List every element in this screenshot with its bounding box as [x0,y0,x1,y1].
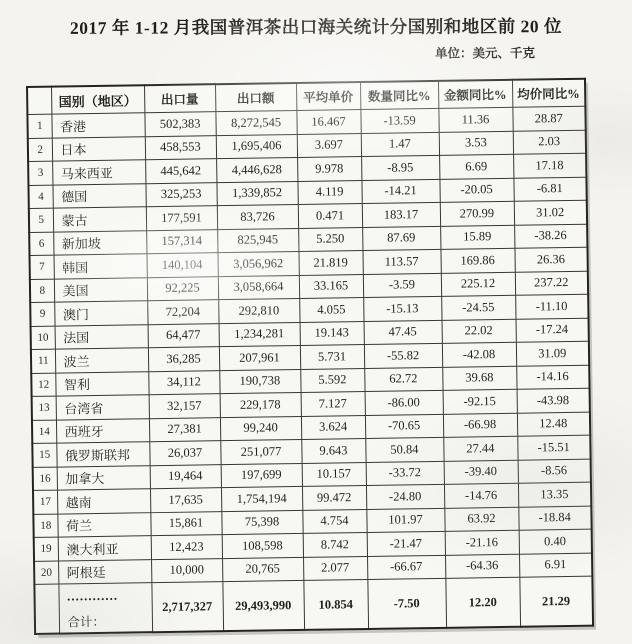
rank-cell: 20 [34,561,58,585]
column-header-value-yoy: 金额同比% [438,80,512,109]
value-yoy-cell: -42.08 [442,342,516,367]
value-yoy-cell: 225.12 [441,272,515,297]
price-yoy-cell: 31.09 [516,341,589,366]
country-cell: 美国 [54,277,147,302]
quantity-yoy-cell: -21.47 [367,531,445,556]
rank-cell: 16 [33,467,57,491]
value-yoy-cell: 27.44 [443,436,517,461]
price-yoy-cell: -6.81 [513,177,586,202]
export-volume-cell: 325,253 [145,182,216,207]
rank-cell: 11 [31,349,55,373]
quantity-yoy-cell: -15.13 [363,296,441,321]
country-cell: 澳门 [54,301,147,326]
total-row [34,576,593,634]
avg-price-cell: 21.819 [298,251,362,275]
price-yoy-cell: 0.40 [519,529,592,554]
avg-price-cell: 16.467 [296,110,360,134]
export-value-cell: 207,961 [219,345,300,370]
export-volume-cell: 157,314 [146,229,217,254]
price-yoy-cell: 17.18 [513,153,586,178]
avg-price-cell: 10.157 [302,462,366,486]
export-volume-cell: 177,591 [146,206,217,231]
value-yoy-cell: 22.02 [442,319,516,344]
rank-cell: 15 [32,443,56,467]
country-cell: 荷兰 [57,512,150,537]
value-yoy-cell: 11.36 [438,107,512,132]
export-value-cell: 8,272,545 [215,110,296,135]
quantity-yoy-cell: 62.72 [364,367,442,392]
rank-cell: 10 [31,326,55,350]
export-volume-cell: 140,104 [147,253,218,278]
rank-cell: 8 [30,279,54,303]
total-price-yoy-cell: 21.29 [519,576,593,627]
export-value-cell: 20,765 [222,557,303,582]
country-cell: 新加坡 [53,230,146,255]
value-yoy-cell: 15.89 [440,225,514,250]
export-value-cell: 1,339,852 [216,181,297,206]
export-volume-cell: 17,635 [150,488,221,513]
total-avg-price-cell: 10.854 [303,579,368,629]
export-value-cell: 197,699 [221,463,302,488]
total-quantity-yoy-cell: -7.50 [367,578,446,629]
rank-cell: 13 [32,396,56,420]
country-cell: 俄罗斯联邦 [56,442,149,467]
country-cell: 波兰 [55,348,148,373]
export-volume-cell: 72,204 [147,300,218,325]
rank-cell: 4 [28,185,52,209]
country-cell: 日本 [52,136,145,161]
country-cell: 韩国 [54,254,147,279]
avg-price-cell: 4.055 [299,298,363,322]
export-volume-cell: 64,477 [148,323,219,348]
total-label: 合计： [67,614,106,630]
price-yoy-cell: 2.03 [513,130,586,155]
price-yoy-cell: -11.10 [515,294,588,319]
total-export-value-cell: 29,493,990 [222,580,304,631]
scanned-document [0,14,632,644]
value-yoy-cell: 63.92 [444,507,518,532]
export-value-cell: 99,240 [220,416,301,441]
quantity-yoy-cell: -8.95 [361,155,439,180]
unit-note: 单位：美元、千克 [434,46,536,61]
export-value-cell: 229,178 [220,392,301,417]
export-statistics-table [26,78,594,635]
export-volume-cell: 19,464 [150,464,221,489]
export-volume-cell: 458,553 [145,135,216,160]
total-export-volume-cell: 2,717,327 [151,582,223,633]
country-cell: 阿根廷 [58,559,151,584]
total-dots: ............ [66,587,119,604]
rank-cell: 7 [30,255,54,279]
page-title: 2017 年 1-12 月我国普洱茶出口海关统计分国别和地区前 20 位 [69,16,563,38]
export-value-cell: 292,810 [218,298,299,323]
country-cell: 澳大利亚 [58,536,151,561]
value-yoy-cell: -20.05 [439,178,513,203]
quantity-yoy-cell: -13.59 [360,108,438,133]
export-value-cell: 3,058,664 [218,275,299,300]
avg-price-cell: 7.127 [301,392,365,416]
column-header-avg-unit-price: 平均单价 [296,82,360,110]
price-yoy-cell: 31.02 [514,200,587,225]
rank-cell: 2 [28,138,52,162]
export-volume-cell: 445,642 [145,159,216,184]
quantity-yoy-cell: -66.67 [367,555,445,580]
rank-cell: 12 [31,373,55,397]
price-yoy-cell: 13.35 [518,482,591,507]
price-yoy-cell: -17.24 [516,318,589,343]
country-cell: 台湾省 [56,395,149,420]
price-yoy-cell: -43.98 [517,388,590,413]
avg-price-cell: 8.742 [303,532,367,556]
column-header-export-value: 出口额 [215,83,296,112]
avg-price-cell: 3.697 [297,133,361,157]
export-volume-cell: 27,381 [149,417,220,442]
avg-price-cell: 9.978 [297,157,361,181]
price-yoy-cell: -15.51 [517,435,590,460]
quantity-yoy-cell: -70.65 [365,414,443,439]
value-yoy-cell: -21.16 [445,530,519,555]
price-yoy-cell: 6.91 [519,553,592,578]
export-value-cell: 190,738 [219,369,300,394]
export-value-cell: 4,446,628 [216,157,297,182]
avg-price-cell: 5.250 [298,227,362,251]
table-body [27,106,592,584]
country-cell: 蒙古 [53,207,146,232]
export-volume-cell: 12,423 [151,535,222,560]
price-yoy-cell: 28.87 [512,106,585,131]
export-value-cell: 251,077 [220,439,301,464]
avg-price-cell: 19.143 [300,321,364,345]
export-value-cell: 108,598 [222,533,303,558]
rank-column-header [27,87,51,115]
avg-price-cell: 9.643 [301,439,365,463]
value-yoy-cell: -66.98 [443,413,517,438]
country-cell: 越南 [57,489,150,514]
avg-price-cell: 4.754 [302,509,366,533]
quantity-yoy-cell: 50.84 [365,437,443,462]
value-yoy-cell: 270.99 [440,201,514,226]
avg-price-cell: 33.165 [299,274,363,298]
export-value-cell: 1,234,281 [219,322,300,347]
price-yoy-cell: 12.48 [517,412,590,437]
export-volume-cell: 32,157 [149,394,220,419]
export-volume-cell: 34,112 [148,370,219,395]
rank-cell: 9 [30,302,54,326]
quantity-yoy-cell: -14.21 [361,179,439,204]
export-volume-cell: 26,037 [149,441,220,466]
quantity-yoy-cell: 1.47 [361,132,439,157]
quantity-yoy-cell: 113.57 [362,249,440,274]
price-yoy-cell: -38.26 [514,224,587,249]
rank-cell: 19 [34,537,58,561]
avg-price-cell: 99.472 [302,486,366,510]
export-volume-cell: 10,000 [151,558,222,583]
export-volume-cell: 15,861 [150,511,221,536]
rank-cell: 3 [28,161,52,185]
export-volume-cell: 502,383 [144,112,215,137]
country-cell: 马来西亚 [52,160,145,185]
country-cell: 德国 [52,183,145,208]
avg-price-cell: 0.471 [298,204,362,228]
price-yoy-cell: -14.16 [516,365,589,390]
value-yoy-cell: 3.53 [439,131,513,156]
value-yoy-cell: 6.69 [439,154,513,179]
country-cell: 法国 [55,324,148,349]
export-value-cell: 1,695,406 [216,134,297,159]
value-yoy-cell: -14.76 [444,483,518,508]
total-label-cell [58,583,152,634]
export-volume-cell: 92,225 [147,276,218,301]
table-footer [34,576,593,634]
column-header-price-yoy: 均价同比% [512,79,585,108]
quantity-yoy-cell: -55.82 [364,343,442,368]
rank-cell: 5 [29,208,53,232]
value-yoy-cell: 169.86 [440,248,514,273]
export-value-cell: 75,398 [221,510,302,535]
quantity-yoy-cell: -33.72 [366,461,444,486]
quantity-yoy-cell: -24.80 [366,484,444,509]
avg-price-cell: 2.077 [303,556,367,580]
column-header-export-volume: 出口量 [144,84,215,113]
country-cell: 加拿大 [57,465,150,490]
total-value-yoy-cell: 12.20 [445,577,520,628]
price-yoy-cell: 26.36 [514,247,587,272]
rank-cell: 17 [33,490,57,514]
rank-cell: 14 [32,420,56,444]
column-header-country-region: 国别（地区） [51,85,144,114]
column-header-quantity-yoy: 数量同比% [360,81,438,110]
avg-price-cell: 4.119 [297,180,361,204]
country-cell: 智利 [55,371,148,396]
value-yoy-cell: -92.15 [443,389,517,414]
price-yoy-cell: -8.56 [518,459,591,484]
quantity-yoy-cell: 101.97 [366,508,444,533]
export-value-cell: 3,056,962 [217,251,298,276]
avg-price-cell: 5.731 [300,345,364,369]
country-cell: 西班牙 [56,418,149,443]
export-value-cell: 825,945 [217,228,298,253]
value-yoy-cell: -39.40 [444,460,518,485]
value-yoy-cell: 39.68 [442,366,516,391]
export-value-cell: 1,754,194 [221,486,302,511]
country-cell: 香港 [51,113,144,138]
rank-cell: 1 [27,114,51,138]
value-yoy-cell: -64.36 [445,554,519,579]
price-yoy-cell: -18.84 [518,506,591,531]
avg-price-cell: 5.592 [300,368,364,392]
value-yoy-cell: -24.55 [441,295,515,320]
quantity-yoy-cell: 87.69 [362,226,440,251]
export-volume-cell: 36,285 [148,347,219,372]
quantity-yoy-cell: -3.59 [363,273,441,298]
avg-price-cell: 3.624 [301,415,365,439]
quantity-yoy-cell: 183.17 [362,202,440,227]
rank-cell: 18 [33,514,57,538]
quantity-yoy-cell: 47.45 [364,320,442,345]
total-rank-cell-empty [34,584,59,634]
export-value-cell: 83,726 [217,204,298,229]
quantity-yoy-cell: -86.00 [365,390,443,415]
price-yoy-cell: 237.22 [515,271,588,296]
rank-cell: 6 [29,232,53,256]
